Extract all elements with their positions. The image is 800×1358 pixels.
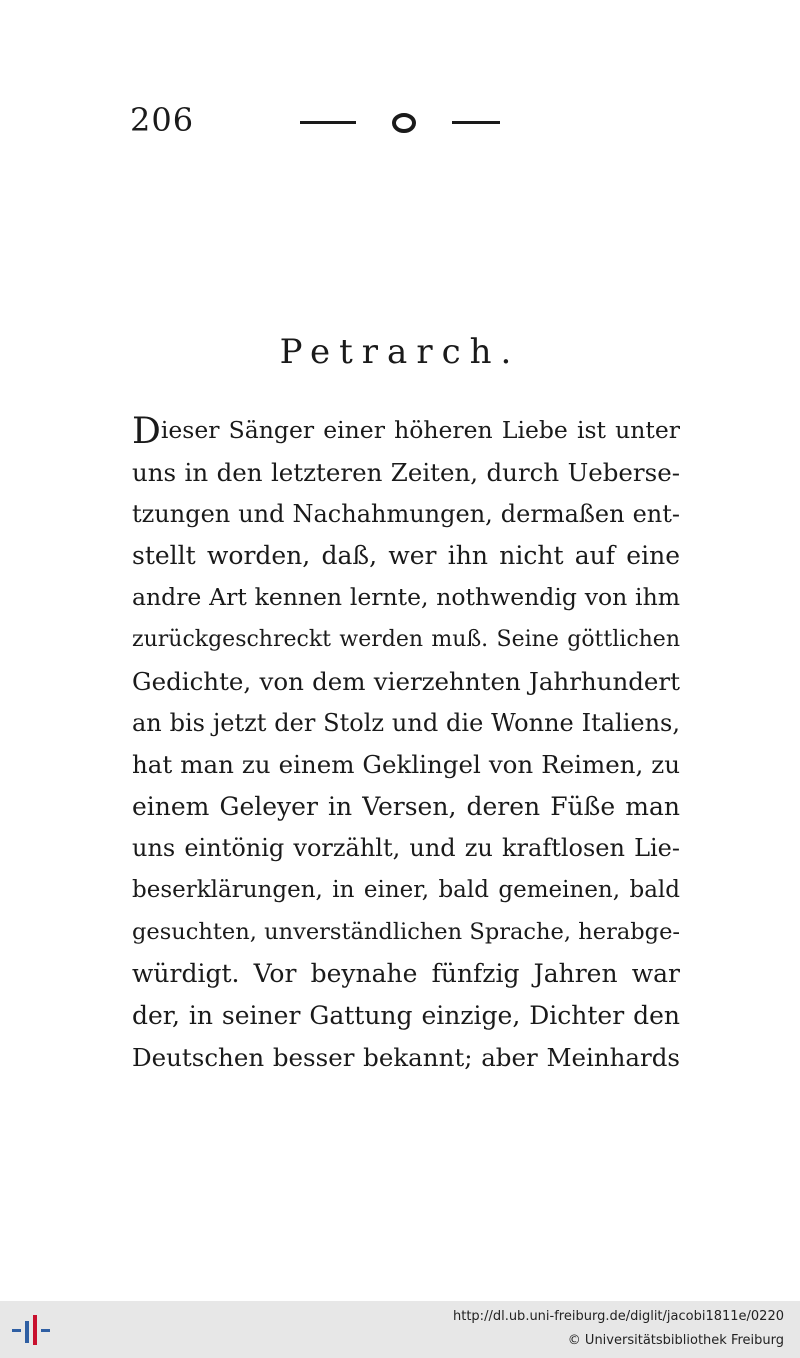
permalink-link[interactable]: http://dl.ub.uni-freiburg.de/diglit/jacobi1811e/0220 (453, 1309, 784, 1324)
initial-letter: D (132, 410, 161, 452)
copyright-notice: © Universitätsbibliothek Freiburg (567, 1333, 784, 1348)
text-line: Gedichte, von dem vierzehnten Jahrhundert (132, 666, 680, 696)
viewer-footer (0, 1301, 800, 1358)
ornament-divider (298, 110, 503, 136)
text-line: einem Geleyer in Versen, deren Füße man (132, 792, 680, 822)
text-line: gesuchten, unverständlichen Sprache, herabge- (132, 918, 680, 945)
text-line: würdigt. Vor beynahe fünfzig Jahren war (132, 959, 680, 989)
text-line: zurückgeschreckt werden muß. Seine göttlichen (132, 626, 680, 652)
body-text (132, 410, 680, 1079)
text-line: andre Art kennen lernte, nothwendig von ihm (132, 583, 680, 612)
text-line: tzungen und Nachahmungen, dermaßen ent- (132, 499, 680, 528)
text-line: Deutschen besser bekannt; aber Meinhards (132, 1042, 680, 1072)
text-line: Dieser Sänger einer höheren Liebe ist unter (132, 410, 680, 452)
text-line: der, in seiner Gattung einzige, Dichter den (132, 1001, 680, 1031)
text-line: hat man zu einem Geklingel von Reimen, zu (132, 750, 680, 780)
chapter-heading: Petrarch. (279, 332, 521, 372)
text-line: an bis jetzt der Stolz und die Wonne Italiens, (132, 708, 680, 737)
page-number: 206 (130, 101, 195, 139)
text-line: uns eintönig vorzählt, und zu kraftlosen Lie- (132, 833, 680, 862)
text-line: beserklärungen, in einer, bald gemeinen, bald (132, 876, 680, 903)
library-logo-icon (12, 1313, 52, 1347)
text-line: uns in den letzteren Zeiten, durch Uebersе- (132, 457, 680, 487)
text-line: stellt worden, daß, wer ihn nicht auf eine (132, 541, 680, 571)
